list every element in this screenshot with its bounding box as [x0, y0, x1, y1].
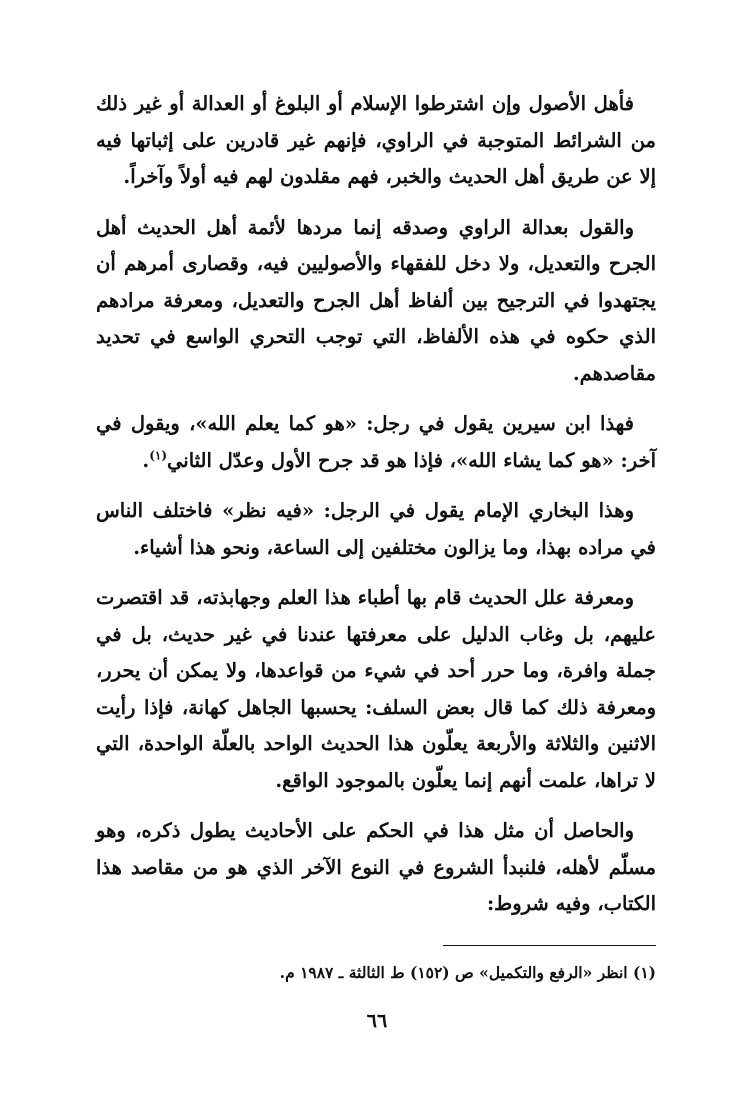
page-number: ٦٦: [366, 1010, 388, 1032]
paragraph-ilal: ومعرفة علل الحديث قام بها أطباء هذا العلم وجهابذته، قد اقتصرت عليهم، بل وغاب الدليل على معرفتها عندنا في غير حديث، بل في جملة وافرة، وما حرر أحد في شيء من قواعدها، ولا يمكن أن يحرر، ومعرفة ذلك كما قال بعض السلف: يحسبها الجاهل كهانة، فإذا رأيت الاثنين والثلاثة والأربعة يعلّون هذا الحديث الواحد بالعلّة الواحدة، التي لا تراها، علمت أنهم إنما يعلّون بالموجود الواقع.: [96, 586, 656, 792]
footnote-marker: (١): [149, 448, 168, 462]
paragraph-conclusion: والحاصل أن مثل هذا في الحكم على الأحاديث يطول ذكره، وهو مسلّم لأهله، فلنبدأ الشروع في النوع الآخر الذي هو من مقاصد هذا الكتاب، وفيه شروط:: [96, 819, 656, 915]
paragraph-ibn-sirin: [96, 406, 656, 479]
footnote: (١) انظر «الرفع والتكميل» ص (١٥٢) ط الثالثة ـ ١٩٨٧ م.: [279, 963, 656, 982]
page-body: [96, 86, 656, 937]
ibn-sirin-text: فهذا ابن سيرين يقول في رجل: «هو كما يعلم الله»، ويقول في آخر: «هو كما يشاء الله»، فإذا هو قد جرح الأول وعدّل الثاني: [96, 412, 656, 472]
paragraph-usul: فأهل الأصول وإن اشترطوا الإسلام أو البلوغ أو العدالة أو غير ذلك من الشرائط المتوجبة في الراوي، فإنهم غير قادرين على إثباتها فيه إلا عن طريق أهل الحديث والخبر، فهم مقلدون لهم فيه أولاً وآخراً.: [96, 92, 656, 188]
paragraph-bukhari: وهذا البخاري الإمام يقول في الرجل: «فيه نظر» فاختلف الناس في مراده بهذا، وما يزالون مختلفين إلى الساعة، ونحو هذا أشياء.: [96, 499, 656, 559]
ibn-sirin-end: .: [142, 448, 150, 472]
footnote-divider: [443, 945, 656, 946]
paragraph-adala: والقول بعدالة الراوي وصدقه إنما مردها لأئمة أهل الحديث أهل الجرح والتعديل، ولا دخل للفقهاء والأصوليين فيه، وقصارى أمرهم أن يجتهدوا في الترجيح بين ألفاظ أهل الجرح والتعديل، ومعرفة مرادهم الذي حكوه في هذه الألفاظ، التي توجب التحري الواسع في تحديد مقاصدهم.: [96, 215, 657, 385]
